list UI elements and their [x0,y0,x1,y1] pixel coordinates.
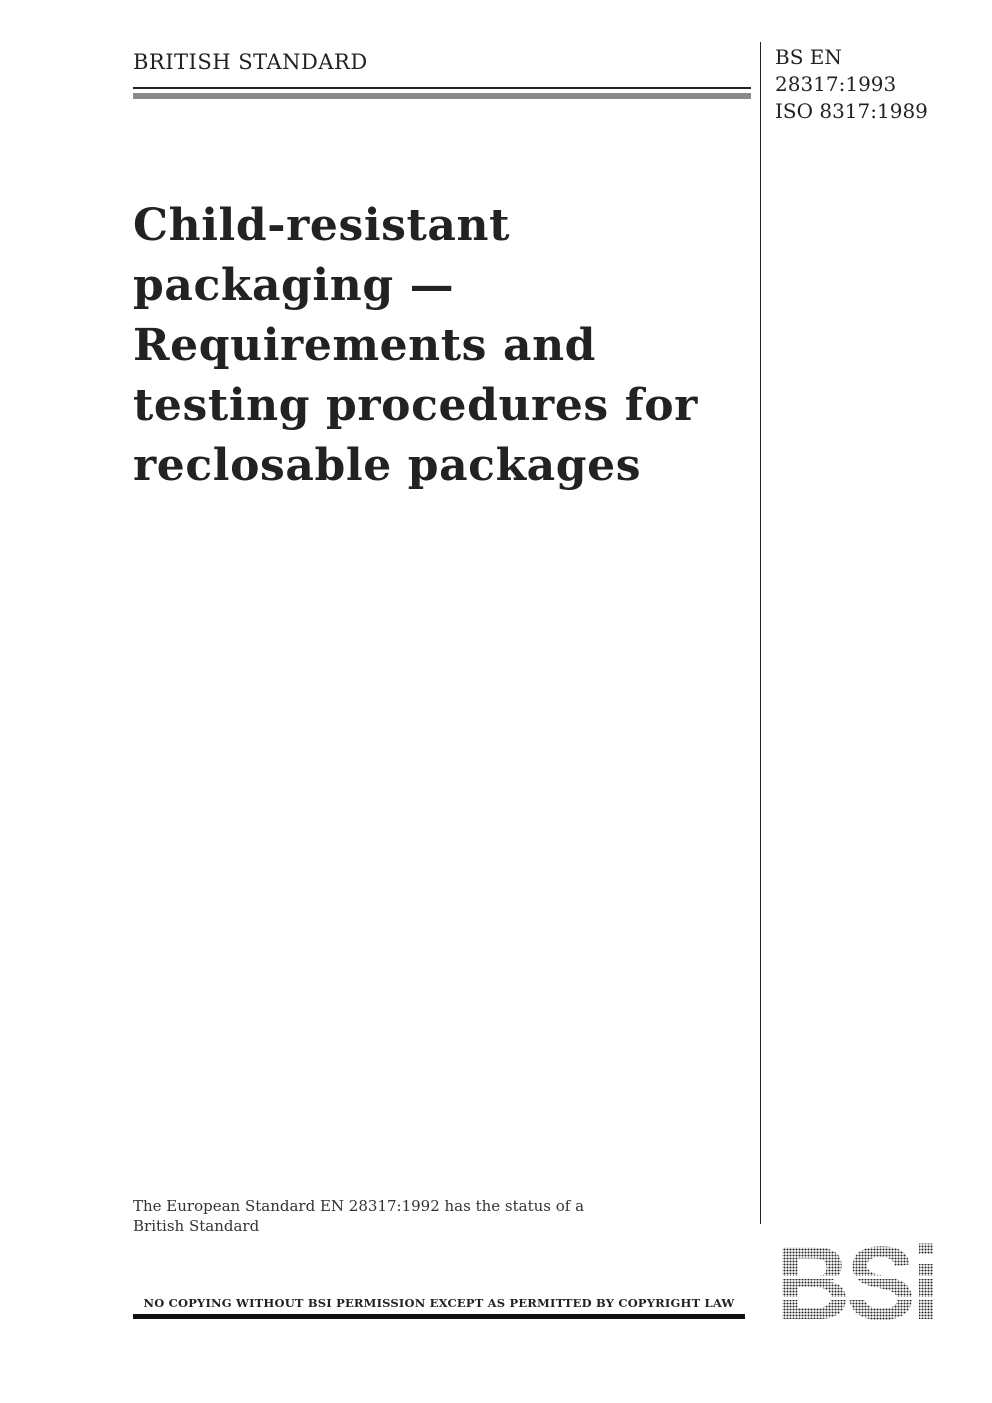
header-rule-thin [133,87,751,89]
status-note-line: The European Standard EN 28317:1992 has the status of a [133,1197,585,1215]
standard-number-iso: ISO 8317:1989 [775,99,928,123]
standard-number-bs-en-year: 28317:1993 [775,72,897,96]
title-line: Requirements and [133,320,597,371]
title-line: reclosable packages [133,440,642,491]
title-line: packaging — [133,260,455,311]
copyright-notice: NO COPYING WITHOUT BSI PERMISSION EXCEPT AS PERMITTED BY COPYRIGHT LAW [143,1296,735,1310]
standard-number-bs-en: BS EN [775,45,842,69]
title-line: Child-resistant [133,200,511,251]
footer-rule [133,1314,745,1319]
column-divider [760,42,761,1224]
document-title [133,196,745,496]
standard-numbers [775,44,928,125]
header-rule-thick [133,93,751,99]
status-note [133,1196,653,1236]
status-note-line: British Standard [133,1217,260,1235]
bsi-logo-icon [768,1242,946,1324]
title-line: testing procedures for [133,380,698,431]
series-label: BRITISH STANDARD [133,50,368,74]
